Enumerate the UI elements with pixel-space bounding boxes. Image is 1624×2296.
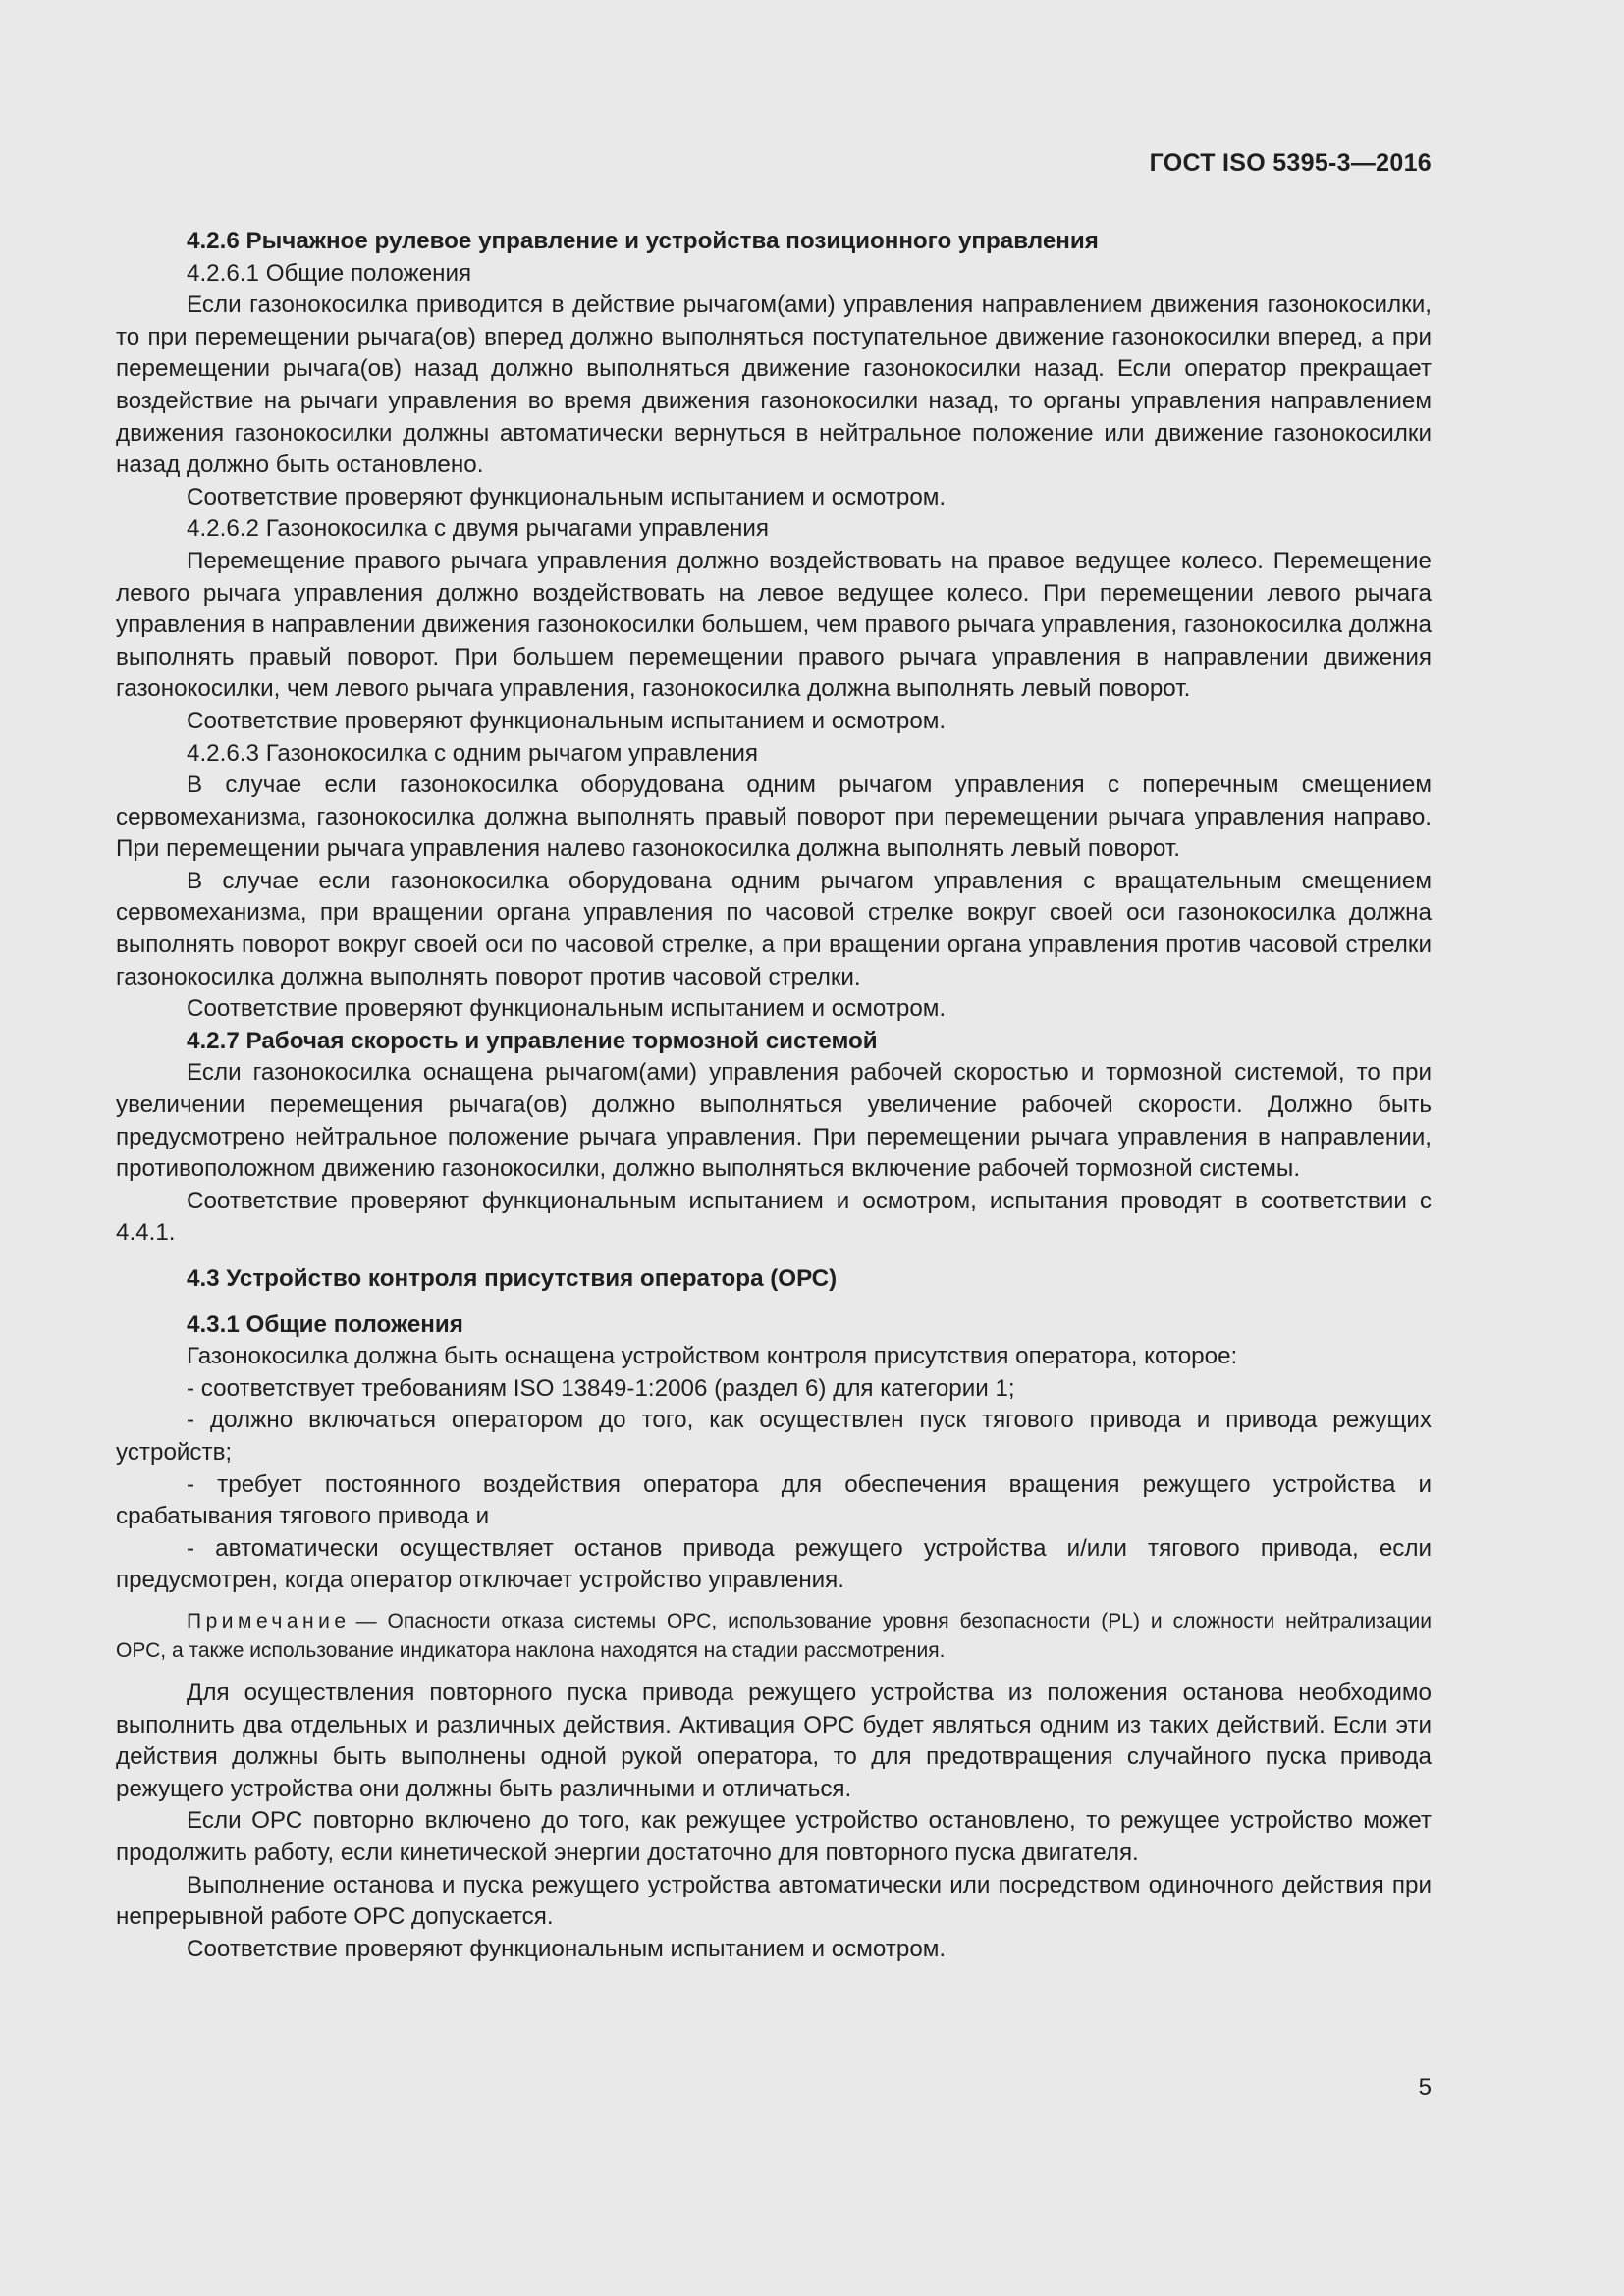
list-item: - соответствует требованиям ISO 13849-1:2006 (раздел 6) для категории 1; bbox=[187, 1374, 1015, 1402]
document-body bbox=[116, 226, 1432, 1965]
list-item: - автоматически осуществляет останов привода режущего устройства и/или тягового привода, если предусмотрен, когда оператор отключает устройство управления. bbox=[116, 1534, 1432, 1594]
subsection-heading-4-2-6-1: 4.2.6.1 Общие положения bbox=[187, 259, 472, 287]
subsection-heading-4-2-6-3: 4.2.6.3 Газонокосилка с одним рычагом управления bbox=[187, 739, 758, 767]
document-page bbox=[116, 0, 1432, 2296]
paragraph: В случае если газонокосилка оборудована одним рычагом управления с вращательным смещением сервомеханизма, при вращении органа управления по часовой стрелке вокруг своей оси газонокосилка должна выполнять поворот вокруг своей оси по часовой стрелке, а при вращении органа управления против часовой стрелки газонокосилка должна выполнять поворот против часовой стрелки. bbox=[116, 867, 1432, 990]
list-item: - должно включаться оператором до того, как осуществлен пуск тягового привода и привода режущих устройств; bbox=[116, 1407, 1432, 1466]
paragraph: Если газонокосилка приводится в действие рычагом(ами) управления направлением движения газонокосилки, то при перемещении рычага(ов) вперед должно выполняться поступательное движение газонокосилки вперед, а при перемещении рычага(ов) назад должно выполняться движение газонокосилки назад. Если оператор прекращает воздействие на рычаги управления во время движения газонокосилки назад, то органы управления направлением движения газонокосилки должны автоматически вернуться в нейтральное положение или движение газонокосилки назад должно быть остановлено. bbox=[116, 292, 1432, 479]
section-heading-4-2-7: 4.2.7 Рабочая скорость и управление тормозной системой bbox=[187, 1027, 878, 1054]
document-code-header: ГОСТ ISO 5395-3—2016 bbox=[1149, 149, 1432, 177]
paragraph: Выполнение останова и пуска режущего устройства автоматически или посредством одиночного действия при непрерывной работе ОРС допускается. bbox=[116, 1871, 1432, 1931]
paragraph: Газонокосилка должна быть оснащена устройством контроля присутствия оператора, которое: bbox=[187, 1343, 1238, 1370]
compliance-paragraph: Соответствие проверяют функциональным испытанием и осмотром. bbox=[187, 707, 947, 734]
compliance-paragraph: Соответствие проверяют функциональным испытанием и осмотром. bbox=[187, 483, 947, 510]
paragraph: Если газонокосилка оснащена рычагом(ами) управления рабочей скоростью и тормозной системой, то при увеличении перемещения рычага(ов) должно выполняться увеличение рабочей скорости. Должно быть предусмотрено нейтральное положение рычага управления. При перемещении рычага управления в направлении, противоположном движению газонокосилки, должно выполняться включение рабочей тормозной системы. bbox=[116, 1059, 1432, 1183]
section-heading-4-2-6: 4.2.6 Рычажное рулевое управление и устройства позиционного управления bbox=[187, 228, 1099, 254]
compliance-paragraph: Соответствие проверяют функциональным испытанием и осмотром, испытания проводят в соответствии с 4.4.1. bbox=[116, 1187, 1432, 1247]
paragraph: В случае если газонокосилка оборудована одним рычагом управления с поперечным смещением сервомеханизма, газонокосилка должна выполнять правый поворот при перемещении рычага управления направо. При перемещении рычага управления налево газонокосилка должна выполнять левый поворот. bbox=[116, 772, 1432, 863]
section-heading-4-3-1: 4.3.1 Общие положения bbox=[187, 1310, 463, 1338]
note-label: Примечание bbox=[187, 1609, 351, 1632]
section-heading-4-3: 4.3 Устройство контроля присутствия оператора (ОРС) bbox=[187, 1265, 838, 1292]
subsection-heading-4-2-6-2: 4.2.6.2 Газонокосилка с двумя рычагами управления bbox=[187, 515, 769, 543]
list-item: - требует постоянного воздействия оператора для обеспечения вращения режущего устройства и срабатывания тягового привода и bbox=[116, 1470, 1432, 1530]
paragraph: Для осуществления повторного пуска привода режущего устройства из положения останова необходимо выполнить два отдельных и различных действия. Активация ОРС будет являться одним из таких действий. Если эти действия должны быть выполнены одной рукой оператора, то для предотвращения случайного пуска привода режущего устройства они должны быть различными и отличаться. bbox=[116, 1679, 1432, 1802]
paragraph: Если ОРС повторно включено до того, как режущее устройство остановлено, то режущее устройство может продолжить работу, если кинетической энергии достаточно для повторного пуска двигателя. bbox=[116, 1807, 1432, 1866]
note-text: — Опасности отказа системы ОРС, использование уровня безопасности (PL) и сложности нейтрализации ОРС, а также использование индикатора наклона находятся на стадии рассмотрения. bbox=[116, 1609, 1432, 1662]
page-number: 5 bbox=[1418, 2074, 1432, 2101]
compliance-paragraph: Соответствие проверяют функциональным испытанием и осмотром. bbox=[187, 995, 947, 1023]
paragraph: Перемещение правого рычага управления должно воздействовать на правое ведущее колесо. Перемещение левого рычага управления должно воздействовать на левое ведущее колесо. При перемещении левого рычага управления в направлении движения газонокосилки большем, чем правого рычага управления, газонокосилка должна выполнять правый поворот. При большем перемещении правого рычага управления в направлении движения газонокосилки, чем левого рычага управления, газонокосилка должна выполнять левый поворот. bbox=[116, 547, 1432, 703]
compliance-paragraph: Соответствие проверяют функциональным испытанием и осмотром. bbox=[187, 1935, 947, 1962]
note-paragraph bbox=[116, 1607, 1432, 1666]
